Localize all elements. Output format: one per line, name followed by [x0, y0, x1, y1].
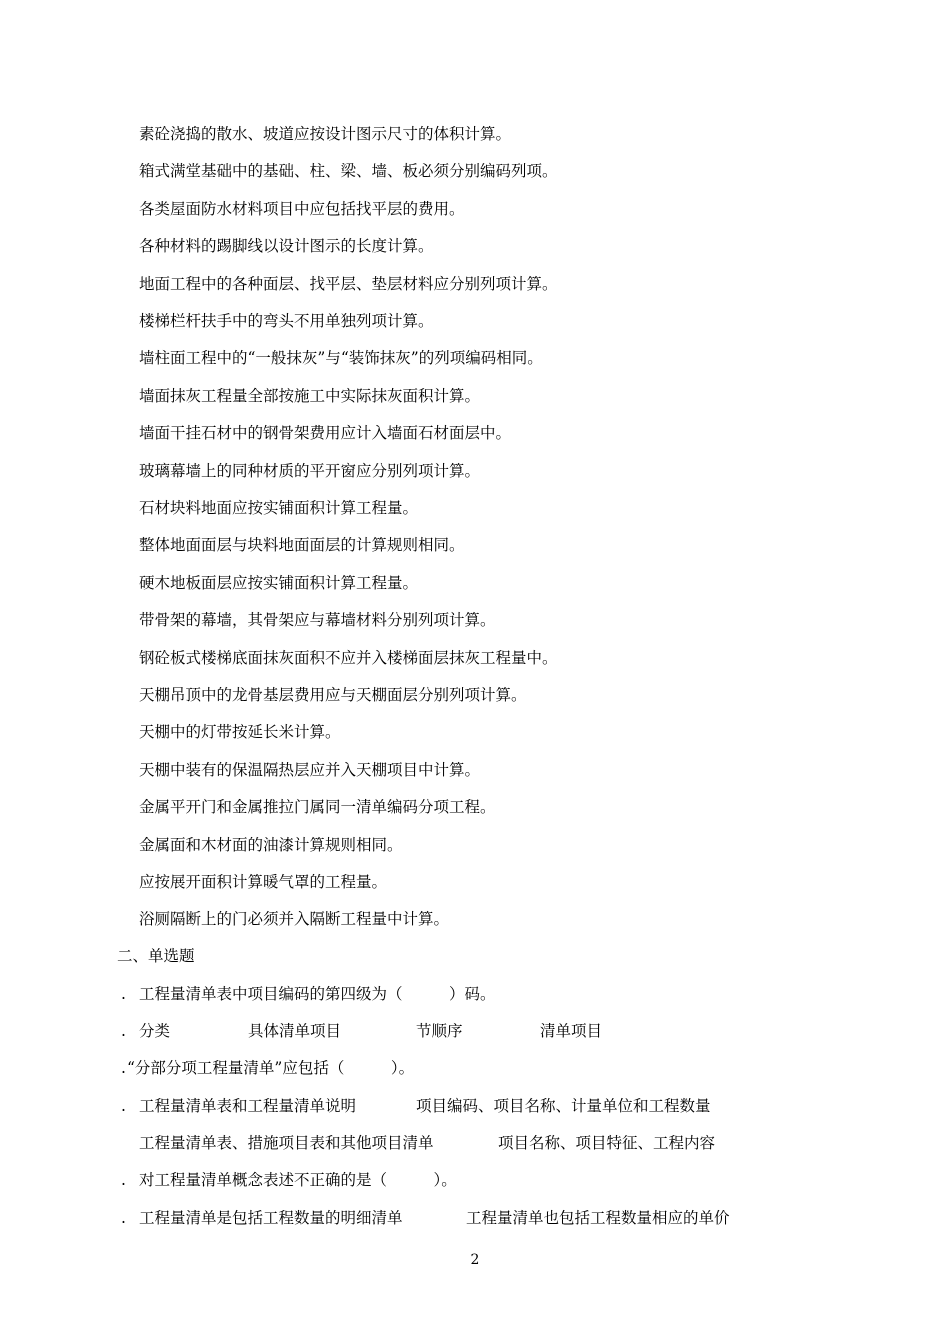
question-3-option-b: 工程量清单也包括工程数量相应的单价 [466, 1209, 730, 1227]
statement-item: 整体地面面层与块料地面面层的计算规则相同。 [139, 536, 465, 554]
page-number: 2 [470, 1252, 480, 1268]
statement-item: 钢砼板式楼梯底面抹灰面积不应并入楼梯面层抹灰工程量中。 [139, 649, 558, 667]
question-3-option-a: 工程量清单是包括工程数量的明细清单 [139, 1209, 403, 1227]
statement-item: 玻璃幕墙上的同种材质的平开窗应分别列项计算。 [139, 462, 481, 480]
statement-item: 石材块料地面应按实铺面积计算工程量。 [139, 499, 419, 517]
statement-item: 楼梯栏杆扶手中的弯头不用单独列项计算。 [139, 312, 434, 330]
statement-item: 墙面干挂石材中的钢骨架费用应计入墙面石材面层中。 [139, 424, 512, 442]
question-3-marker: . [121, 1171, 126, 1189]
section-heading: 二、单选题 [117, 947, 195, 965]
statement-item: 浴厕隔断上的门必须并入隔断工程量中计算。 [139, 910, 450, 928]
question-1-options-marker: . [121, 1022, 126, 1040]
statement-item: 天棚中装有的保温隔热层应并入天棚项目中计算。 [139, 761, 481, 779]
question-2-option-b: 项目编码、项目名称、计量单位和工程数量 [416, 1097, 711, 1115]
statement-item: 应按展开面积计算暖气罩的工程量。 [139, 873, 388, 891]
question-2-marker: . [121, 1059, 126, 1077]
statement-item: 素砼浇捣的散水、坡道应按设计图示尺寸的体积计算。 [139, 125, 512, 143]
question-2-stem: “分部分项工程量清单”应包括（ ）。 [127, 1059, 415, 1077]
question-2-option-c: 工程量清单表、措施项目表和其他项目清单 [139, 1134, 434, 1152]
statement-item: 天棚中的灯带按延长米计算。 [139, 723, 341, 741]
question-2-options-marker: . [121, 1097, 126, 1115]
statement-item: 墙面抹灰工程量全部按施工中实际抹灰面积计算。 [139, 387, 481, 405]
question-1-option-a: 分类 [139, 1022, 171, 1040]
question-1-marker: . [121, 985, 126, 1003]
statement-item: 天棚吊顶中的龙骨基层费用应与天棚面层分别列项计算。 [139, 686, 527, 704]
question-1-option-c: 节顺序 [416, 1022, 463, 1040]
question-1-stem: 工程量清单表中项目编码的第四级为（ ）码。 [139, 985, 496, 1003]
question-2-option-d: 项目名称、项目特征、工程内容 [498, 1134, 716, 1152]
statement-item: 箱式满堂基础中的基础、柱、梁、墙、板必须分别编码列项。 [139, 162, 558, 180]
statement-item: 地面工程中的各种面层、找平层、垫层材料应分别列项计算。 [139, 275, 558, 293]
statement-item: 带骨架的幕墙，其骨架应与幕墙材料分别列项计算。 [139, 611, 496, 629]
statement-item: 金属平开门和金属推拉门属同一清单编码分项工程。 [139, 798, 496, 816]
question-3-options-marker: . [121, 1209, 126, 1227]
statement-item: 各类屋面防水材料项目中应包括找平层的费用。 [139, 200, 465, 218]
statement-item: 各种材料的踢脚线以设计图示的长度计算。 [139, 237, 434, 255]
statement-item: 墙柱面工程中的“一般抹灰”与“装饰抹灰”的列项编码相同。 [139, 349, 543, 367]
statement-item: 硬木地板面层应按实铺面积计算工程量。 [139, 574, 419, 592]
question-2-option-a: 工程量清单表和工程量清单说明 [139, 1097, 357, 1115]
question-1-option-b: 具体清单项目 [248, 1022, 342, 1040]
question-3-stem: 对工程量清单概念表述不正确的是（ ）。 [139, 1171, 457, 1189]
statement-item: 金属面和木材面的油漆计算规则相同。 [139, 836, 403, 854]
question-1-option-d: 清单项目 [540, 1022, 603, 1040]
